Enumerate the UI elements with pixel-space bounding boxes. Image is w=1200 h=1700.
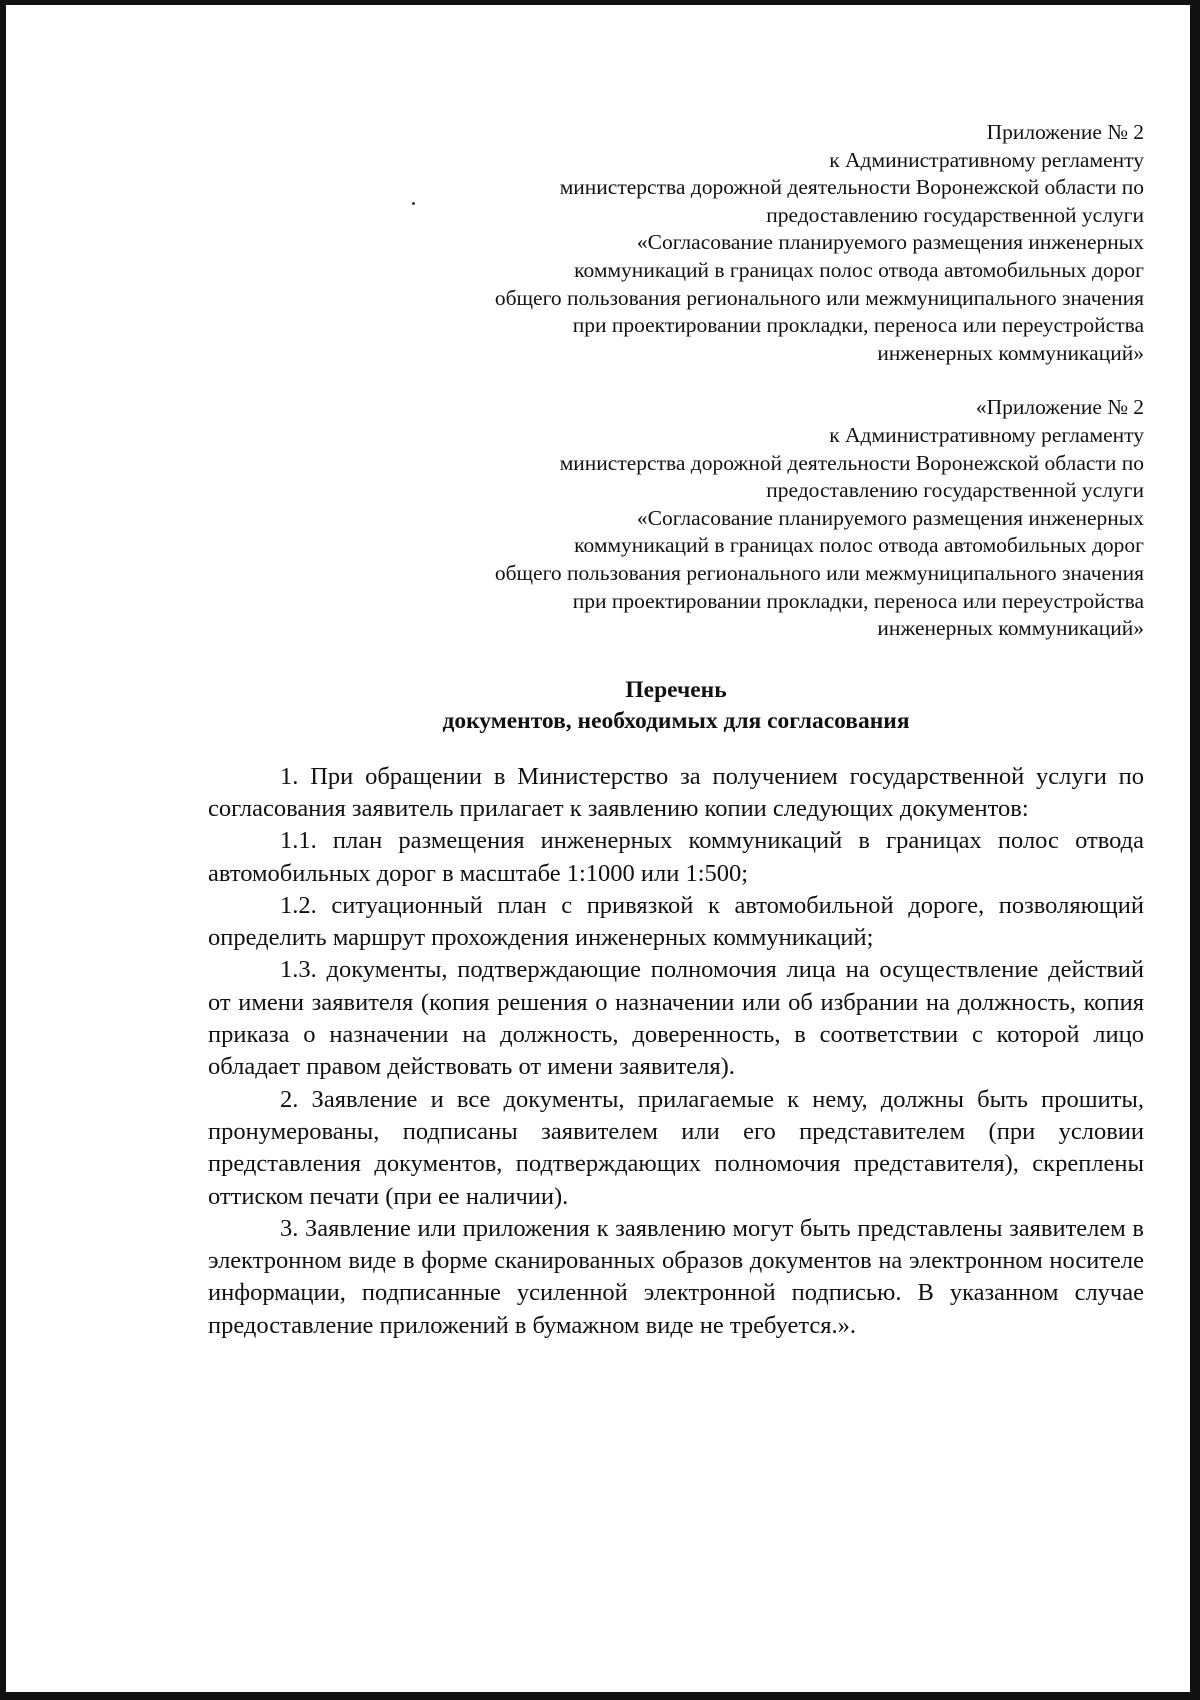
paragraph-2: 2. Заявление и все документы, прилагаемые к нему, должны быть прошиты, пронумерованы, подписаны заявителем или его представителем (при условии представления документов, подтверждающих полномочия представителя), скреплены оттиском печати (при ее наличии). [208, 1085, 1144, 1210]
document-paragraphs [208, 761, 1144, 1342]
annex-quoted-line: коммуникаций в границах полос отвода автомобильных дорог [574, 533, 1144, 558]
annex-quoted-line: «Приложение № 2 [975, 395, 1144, 420]
title-line-2: документов, необходимых для согласования [442, 707, 910, 734]
document-title [208, 675, 1144, 737]
annex-header-line: к Административному регламенту [829, 147, 1144, 172]
annex-quoted-line: при проектировании прокладки, переноса или переустройства [572, 588, 1144, 613]
annex-quoted-line: министерства дорожной деятельности Воронежской области по [559, 450, 1144, 475]
annex-quoted-line: инженерных коммуникаций» [877, 616, 1144, 641]
annex-header-line: общего пользования регионального или межмуниципального значения [494, 285, 1144, 310]
paragraph-1-2: 1.2. ситуационный план с привязкой к автомобильной дороге, позволяющий определить маршрут прохождения инженерных коммуникаций; [208, 891, 1144, 952]
annex-header-line: министерства дорожной деятельности Воронежской области по [559, 175, 1144, 200]
title-line-1: Перечень [625, 676, 727, 703]
annex-quoted-line: предоставлению государственной услуги [766, 478, 1144, 503]
paragraph-1-3: 1.3. документы, подтверждающие полномочия лица на осуществление действий от имени заявителя (копия решения о назначении или об избрании на должность, копия приказа о назначении на должность, доверенность, в соответствии с которой лицо обладает правом действовать от имени заявителя). [208, 956, 1144, 1081]
paragraph-3: 3. Заявление или приложения к заявлению могут быть представлены заявителем в электронном виде в форме сканированных образов документов на электронном носителе информации, подписанные усиленной электронной подписью. В указанном случае предоставление приложений в бумажном виде не требуется.». [208, 1214, 1144, 1339]
annex-header-line: Приложение № 2 [986, 120, 1144, 144]
annex-header [208, 119, 1144, 367]
annex-quoted-line: «Согласование планируемого размещения инженерных [636, 505, 1144, 530]
annex-header-line: «Согласование планируемого размещения инженерных [636, 230, 1144, 255]
paragraph-1: 1. При обращении в Министерство за получением государственной услуги по согласования заявитель прилагает к заявлению копии следующих документов: [208, 762, 1144, 822]
annex-quoted [208, 394, 1144, 642]
annex-header-line: при проектировании прокладки, переноса или переустройства [572, 313, 1144, 338]
document-body [208, 119, 1144, 1342]
annex-quoted-line: общего пользования регионального или межмуниципального значения [494, 560, 1144, 585]
annex-quoted-line: к Административному регламенту [829, 422, 1144, 447]
annex-header-line: коммуникаций в границах полос отвода автомобильных дорог [574, 257, 1144, 282]
annex-header-line: предоставлению государственной услуги [766, 202, 1144, 227]
paragraph-1-1: 1.1. план размещения инженерных коммуникаций в границах полос отвода автомобильных дорог в масштабе 1:1000 или 1:500; [208, 827, 1144, 887]
annex-header-line: инженерных коммуникаций» [877, 340, 1144, 365]
